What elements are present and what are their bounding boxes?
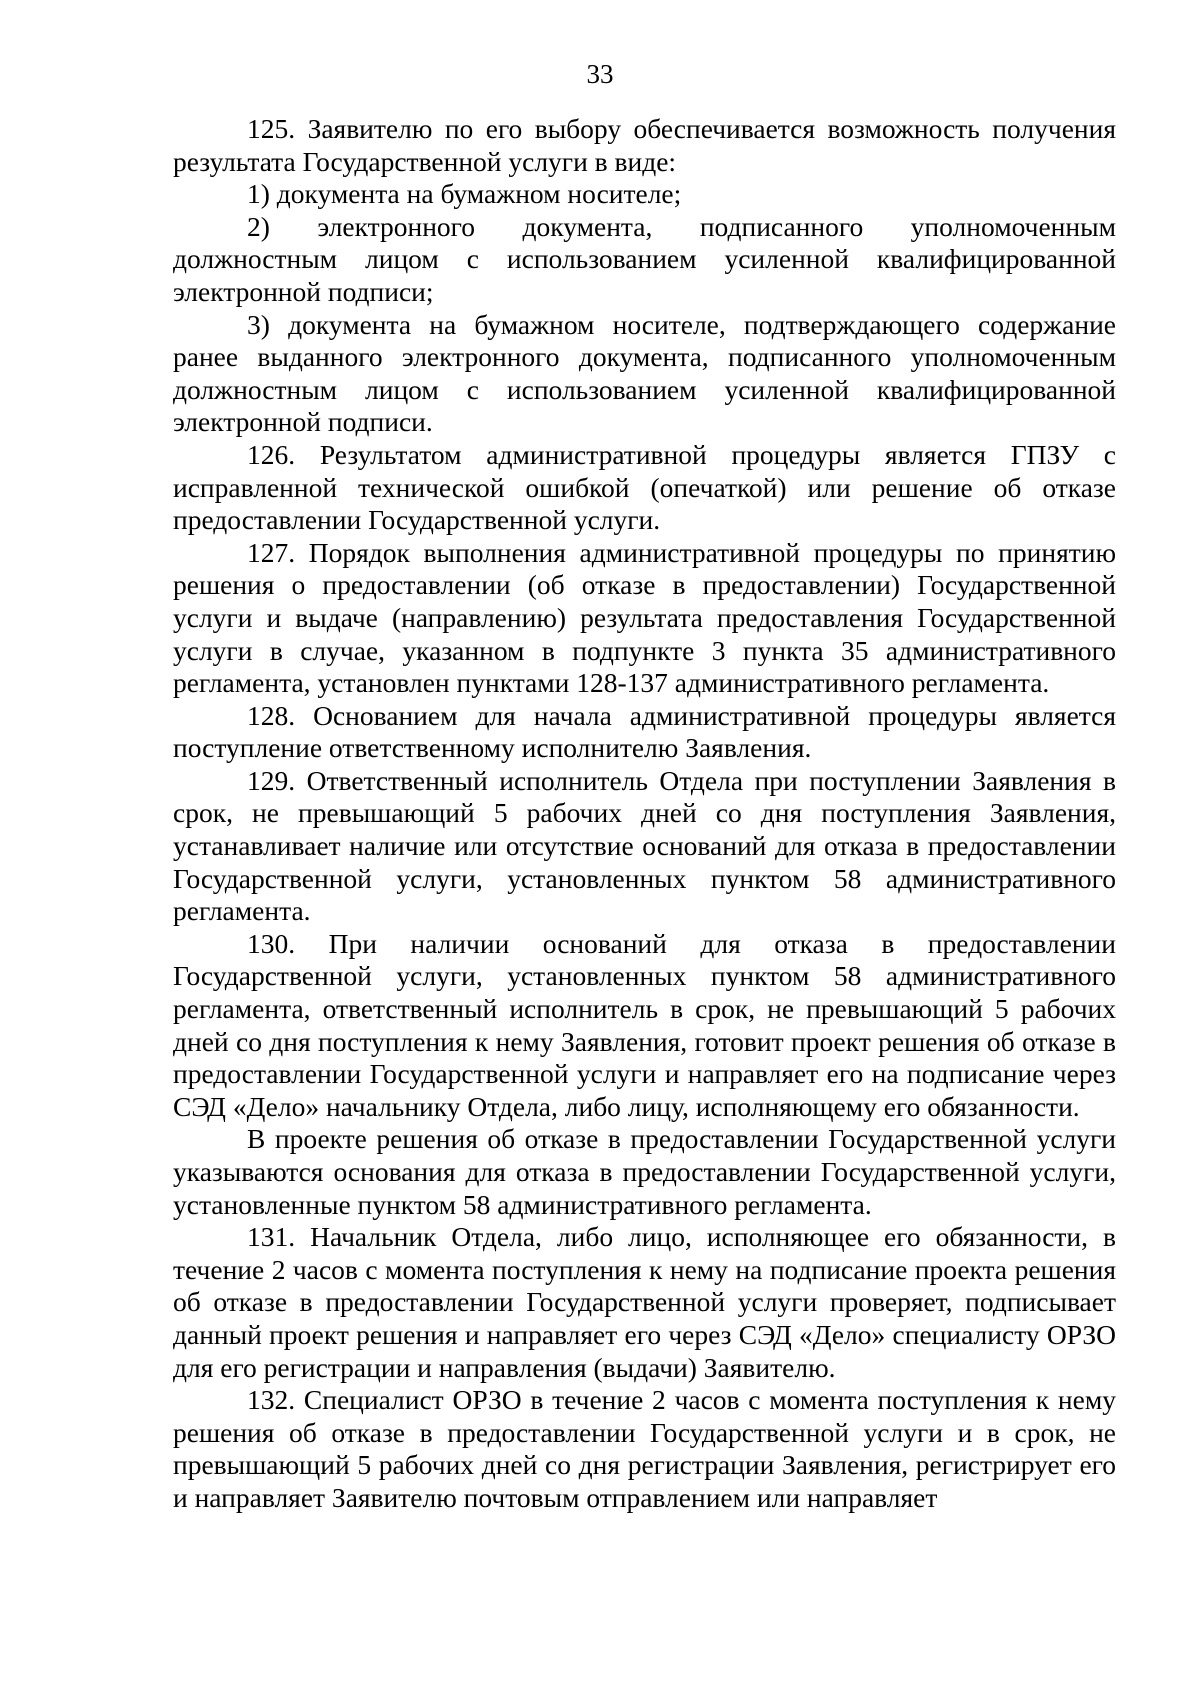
paragraph-131: 131. Начальник Отдела, либо лицо, исполняющее его обязанности, в течение 2 часов с момента поступления к нему на подписание проекта решения об отказе в предоставлении Государственной услуги проверяет, подписывает данный проект решения и направляет его через СЭД «Дело» специалисту ОРЗО для его регистрации и направления (выдачи) Заявителю. <box>173 1221 1116 1383</box>
paragraph-125: 125. Заявителю по его выбору обеспечивается возможность получения результата Государственной услуги в виде: <box>173 113 1116 177</box>
paragraph-129: 129. Ответственный исполнитель Отдела при поступлении Заявления в срок, не превышающий 5 рабочих дней со дня поступления Заявления, устанавливает наличие или отсутствие оснований для отказа в предоставлении Государственной услуги, установленных пунктом 58 административного регламента. <box>173 764 1116 927</box>
page-number: 33 <box>586 59 614 89</box>
paragraph-130-note: В проекте решения об отказе в предоставлении Государственной услуги указываются основания для отказа в предоставлении Государственной услуги, установленные пунктом 58 административного регламента. <box>173 1123 1116 1220</box>
paragraph-125-item-2: 2) электронного документа, подписанного уполномоченным должностным лицом с использованием усиленной квалифицированной электронной подписи; <box>173 210 1116 307</box>
paragraph-125-item-1: 1) документа на бумажном носителе; <box>247 178 682 210</box>
paragraph-130: 130. При наличии оснований для отказа в предоставлении Государственной услуги, установленных пунктом 58 административного регламента, ответственный исполнитель в срок, не превышающий 5 рабочих дней со дня поступления к нему Заявления, готовит проект решения об отказе в предоставлении Государственной услуги и направляет его на подписание через СЭД «Дело» начальнику Отдела, либо лицу, исполняющему его обязанности. <box>173 927 1116 1122</box>
paragraph-132: 132. Специалист ОРЗО в течение 2 часов с момента поступления к нему решения об отказе в предоставлении Государственной услуги и в срок, не превышающий 5 рабочих дней со дня регистрации Заявления, регистрирует его и направляет Заявителю почтовым отправлением или направляет <box>173 1384 1116 1513</box>
document-body <box>173 113 1116 1515</box>
paragraph-126: 126. Результатом административной процедуры является ГПЗУ с исправленной технической ошибкой (опечаткой) или решение об отказе предоставлении Государственной услуги. <box>173 438 1116 536</box>
paragraph-128: 128. Основанием для начала административной процедуры является поступление ответственному исполнителю Заявления. <box>173 699 1116 764</box>
paragraph-125-item-3: 3) документа на бумажном носителе, подтверждающего содержание ранее выданного электронного документа, подписанного уполномоченным должностным лицом с использованием усиленной квалифицированной электронной подписи. <box>173 308 1116 438</box>
paragraph-127: 127. Порядок выполнения административной процедуры по принятию решения о предоставлении (об отказе в предоставлении) Государственной услуги и выдаче (направлению) результата предоставления Государственной услуги в случае, указанном в подпункте 3 пункта 35 административного регламента, установлен пунктами 128-137 административного регламента. <box>173 536 1116 699</box>
